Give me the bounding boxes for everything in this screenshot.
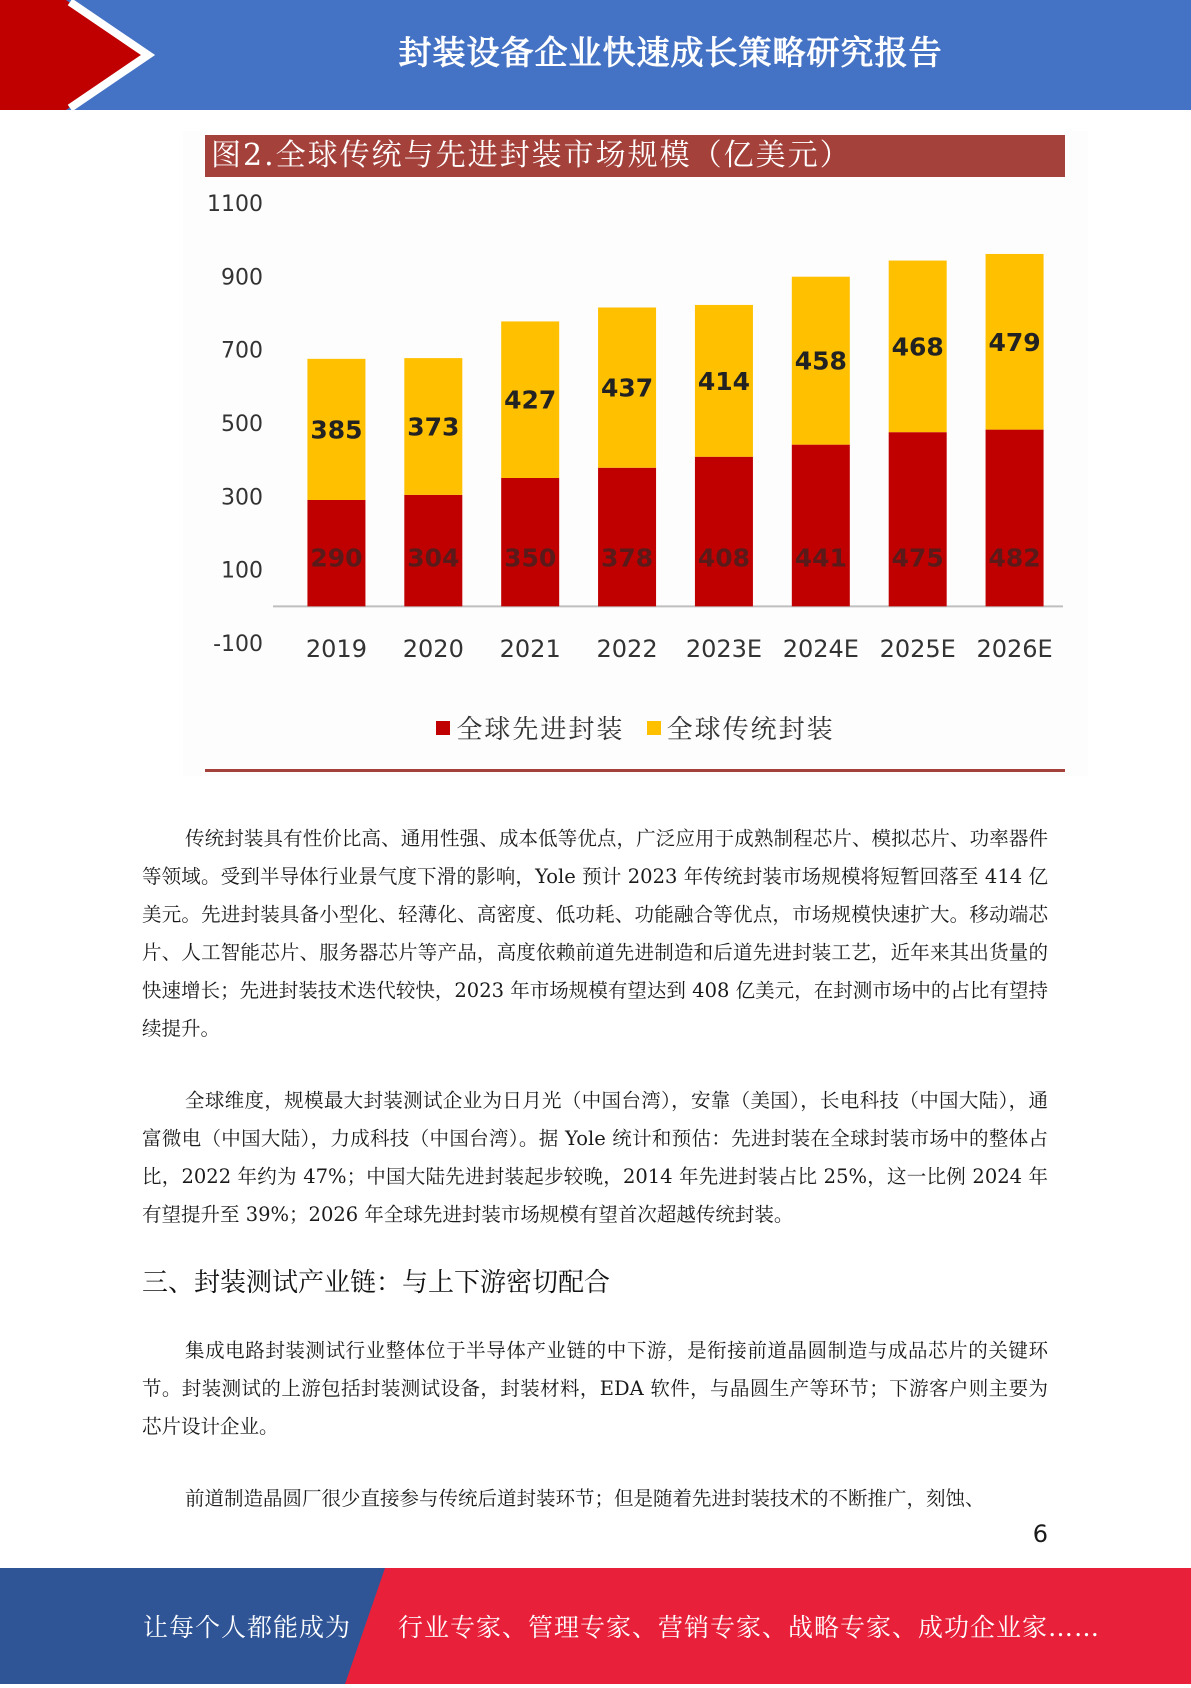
- data-label: 373: [407, 412, 460, 442]
- bar-segment-advanced: [501, 478, 559, 606]
- data-label: 468: [891, 332, 944, 362]
- y-tick-label: 700: [221, 338, 263, 364]
- data-label: 414: [697, 366, 751, 396]
- data-label: 290: [310, 543, 363, 573]
- bar-segment-advanced: [889, 432, 947, 606]
- x-tick-label: 2021: [499, 635, 561, 663]
- x-tick-label: 2024E: [782, 635, 859, 663]
- x-tick-label: 2026E: [976, 635, 1053, 663]
- data-label: 304: [407, 543, 460, 573]
- x-tick-label: 2020: [402, 635, 464, 663]
- y-tick-label: 1100: [207, 192, 263, 217]
- y-tick-label: 900: [221, 265, 263, 291]
- x-tick-label: 2022: [596, 635, 658, 663]
- y-tick-label: 500: [221, 412, 263, 437]
- y-tick-label: 100: [221, 558, 263, 584]
- legend-swatch-traditional: [647, 721, 661, 735]
- paragraph-3: 集成电路封装测试行业整体位于半导体产业链的中下游，是衔接前道晶圆制造与成品芯片的关键环节。封装测试的上游包括封装测试设备，封装材料，EDA 软件，与晶圆生产等环节；下游客户则主要为芯片设计企业。: [142, 1339, 1048, 1438]
- page-number: 6: [1032, 1520, 1048, 1548]
- legend-label-advanced: 全球先进封装: [456, 715, 625, 745]
- x-tick-label: 2019: [305, 635, 367, 663]
- data-label: 385: [310, 415, 363, 445]
- data-label: 427: [504, 385, 557, 415]
- data-label: 350: [504, 543, 557, 573]
- data-label: 482: [988, 543, 1041, 573]
- chart-legend: [183, 709, 1088, 746]
- page-header: [0, 0, 1191, 110]
- bar-segment-advanced: [986, 430, 1044, 607]
- data-label: 437: [600, 373, 654, 403]
- paragraph-4: 前道制造晶圆厂很少直接参与传统后道封装环节；但是随着先进封装技术的不断推广，刻蚀、: [185, 1487, 985, 1510]
- data-label: 378: [600, 543, 654, 573]
- footer-slogan-left: 让每个人都能成为: [143, 1613, 352, 1642]
- legend-item-advanced: [436, 709, 624, 746]
- data-label: 475: [891, 543, 944, 573]
- legend-label-traditional: 全球传统封装: [666, 715, 835, 745]
- paragraph-2: 全球维度，规模最大封装测试企业为日月光（中国台湾），安靠（美国），长电科技（中国大陆），通富微电（中国大陆），力成科技（中国台湾）。据 Yole 统计和预估：先进封装在全球封装市场中的整体占比，2022 年约为 47%；中国大陆先进封装起步较晚，2014 年先进封装占比 25%，这一比例 2024 年有望提升至 39%；2026 年全球先进封装市场规模有望首次超越传统封装。: [142, 1089, 1048, 1226]
- y-tick-label: 300: [221, 485, 263, 511]
- data-label: 408: [697, 543, 751, 573]
- figure: [183, 131, 1088, 776]
- header-title: 封装设备企业快速成长策略研究报告: [398, 33, 943, 72]
- bar-segment-advanced: [792, 445, 850, 607]
- figure-bottom-rule: [205, 769, 1065, 772]
- data-label: 458: [794, 346, 847, 376]
- section-heading: 三、封装测试产业链：与上下游密切配合: [142, 1268, 611, 1298]
- stacked-bar-chart: [183, 131, 1088, 701]
- data-label: 479: [988, 327, 1041, 357]
- y-tick-label: -100: [213, 632, 263, 657]
- header-arrow-decoration: [0, 0, 160, 110]
- legend-item-traditional: [647, 709, 835, 746]
- paragraph-1: 传统封装具有性价比高、通用性强、成本低等优点，广泛应用于成熟制程芯片、模拟芯片、功率器件等领域。受到半导体行业景气度下滑的影响，Yole 预计 2023 年传统封装市场规模将短暂回落至 414 亿美元。先进封装具备小型化、轻薄化、高密度、低功耗、功能融合等优点，市场规模快速扩大。移动端芯片、人工智能芯片、服务器芯片等产品，高度依赖前道先进制造和后道先进封装工艺，近年来其出货量的快速增长；先进封装技术迭代较快，2023 年市场规模有望达到 408 亿美元，在封测市场中的占比有望持续提升。: [142, 827, 1048, 1040]
- legend-swatch-advanced: [436, 721, 450, 735]
- footer-slogan-right: 行业专家、管理专家、营销专家、战略专家、成功企业家……: [398, 1613, 1101, 1642]
- bar-segment-advanced: [695, 457, 753, 607]
- bar-segment-advanced: [598, 468, 656, 607]
- x-tick-label: 2023E: [685, 635, 763, 663]
- data-label: 441: [794, 543, 847, 573]
- x-tick-label: 2025E: [879, 635, 956, 663]
- figure-title: 图2.全球传统与先进封装市场规模（亿美元）: [205, 135, 1065, 177]
